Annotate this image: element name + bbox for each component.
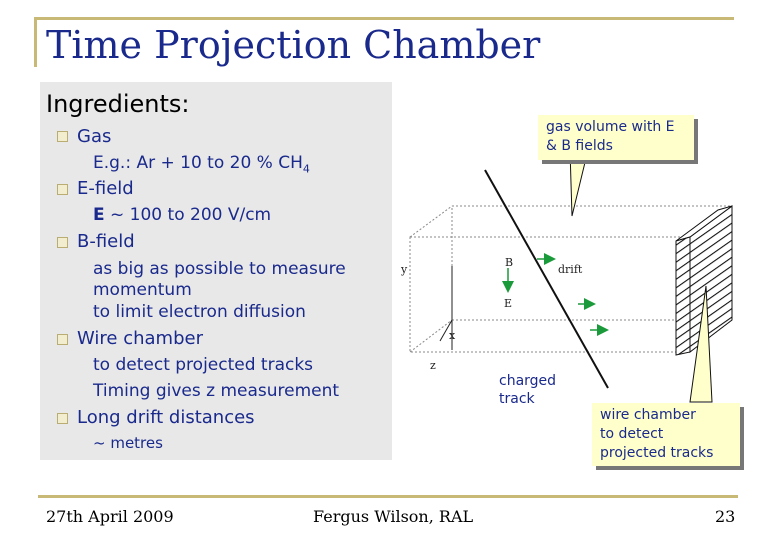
callout-wire-text: to detect [600,426,664,442]
callout-wire-text: wire chamber [600,407,696,423]
field-label-e: E [504,297,513,310]
callout-gas-text: & B fields [546,138,613,154]
axis-label-y: y [401,263,408,276]
item-bfield-label: B-field [77,231,135,252]
item-efield-label: E-field [77,178,134,199]
axis-label-x: x [449,329,456,342]
item-wire-detail: Timing gives z measurement [93,381,340,401]
charged-track-line [485,170,608,388]
drift-label: drift [558,263,583,276]
item-gas-label: Gas [77,126,112,147]
item-drift-detail: ~ metres [93,434,163,452]
track-label: track [499,391,535,407]
item-wire-label: Wire chamber [77,328,203,349]
footer-date: 27th April 2009 [46,507,174,526]
slide-title: Time Projection Chamber [46,23,541,67]
ingredients-heading: Ingredients: [46,90,190,118]
item-drift-label: Long drift distances [77,407,255,428]
field-label-b: B [505,256,514,269]
callout-gas-text: gas volume with E [546,119,675,135]
axis-label-z: z [430,359,436,372]
item-efield-detail: E ~ 100 to 200 V/cm [93,205,272,225]
track-label: charged [499,373,557,389]
item-bfield-detail: momentum [93,280,192,300]
item-gas-detail: E.g.: Ar + 10 to 20 % $CH_4$ [93,153,310,176]
footer-page-number: 23 [715,507,736,526]
item-wire-detail: to detect projected tracks [93,355,314,375]
item-bfield-detail: to limit electron diffusion [93,302,306,322]
callout-wire-text: projected tracks [600,445,714,461]
item-bfield-detail: as big as possible to measure [93,259,346,279]
callout-wire-chamber [592,403,740,466]
callout-gas-volume [538,115,694,160]
footer-author: Fergus Wilson, RAL [313,507,474,526]
